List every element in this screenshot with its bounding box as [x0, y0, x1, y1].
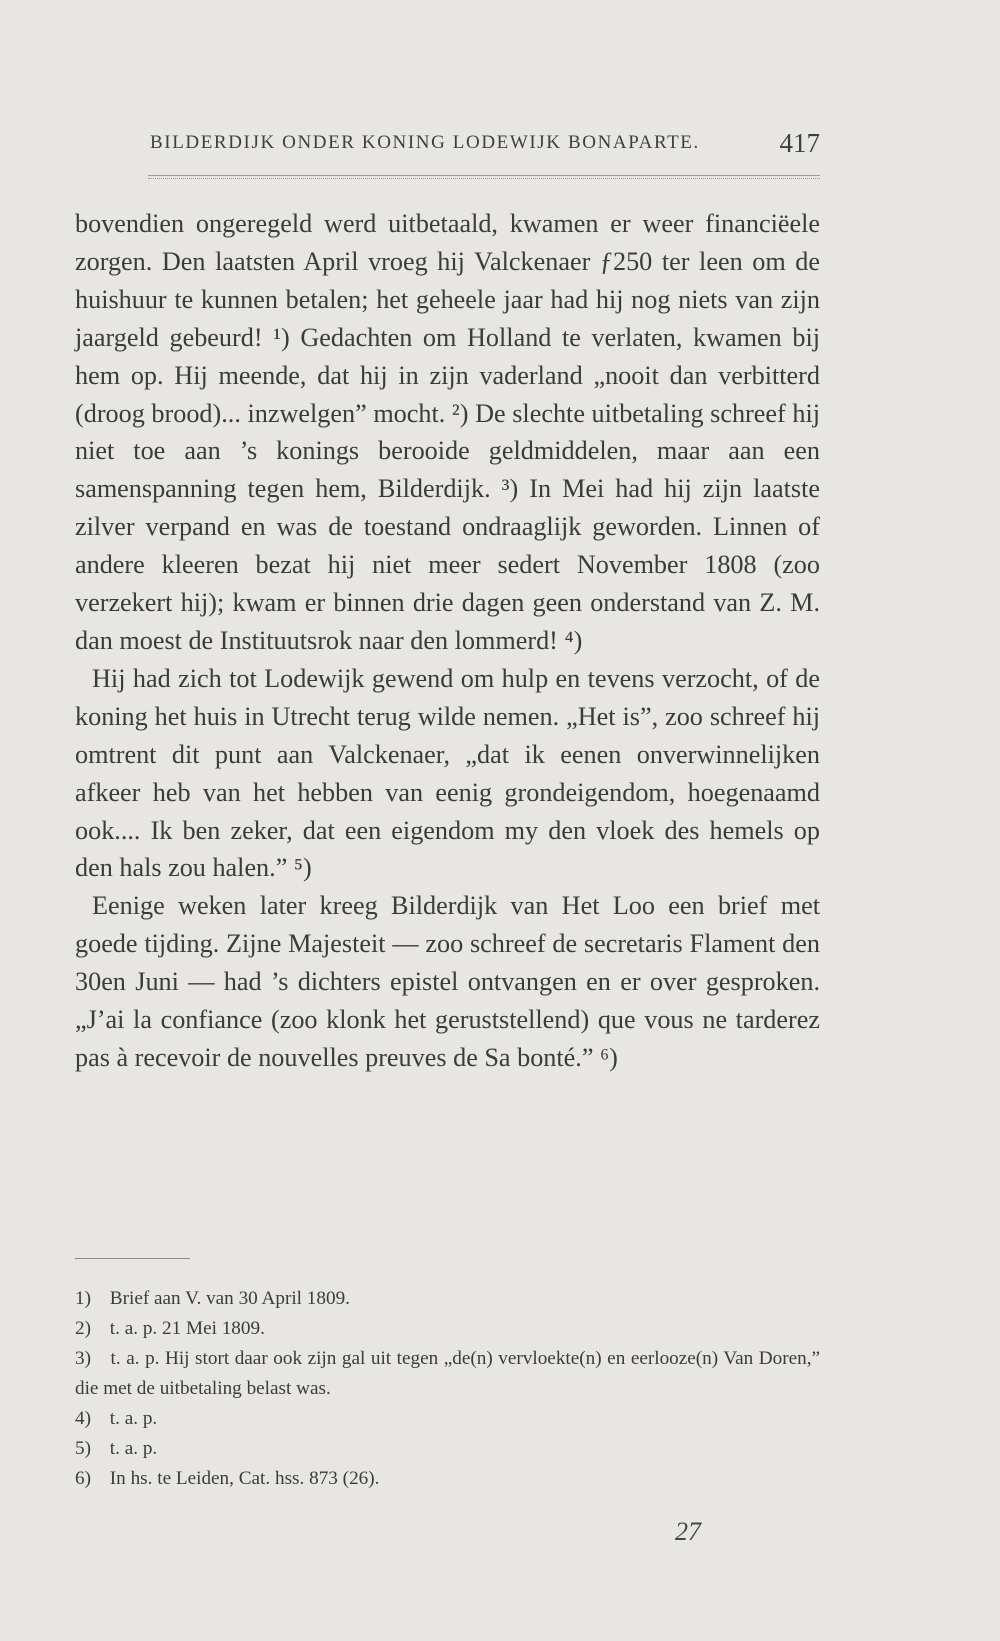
footnote-2	[75, 1314, 820, 1344]
footnote-3	[75, 1344, 820, 1404]
header-ornament-rule	[148, 178, 820, 179]
footnote-number: 5)	[75, 1438, 91, 1459]
running-head-title: BILDERDIJK ONDER KONING LODEWIJK BONAPARTE.	[150, 132, 700, 153]
footnotes	[75, 1284, 820, 1494]
footnote-5	[75, 1434, 820, 1464]
signature-mark: 27	[675, 1517, 701, 1546]
footnote-number: 4)	[75, 1408, 91, 1429]
footnote-text: t. a. p. 21 Mei 1809.	[109, 1318, 265, 1339]
page-number: 417	[779, 128, 820, 158]
footnote-4	[75, 1404, 820, 1434]
footnote-text: t. a. p. Hij stort daar ook zijn gal uit tegen „de(n) vervloekte(n) en eerlooze(n) Van Doren,” die met de uitbetaling belast was.	[75, 1348, 821, 1399]
running-head	[150, 128, 820, 158]
footnote-text: t. a. p.	[109, 1408, 158, 1429]
paragraph-1: bovendien ongeregeld werd uitbetaald, kwamen er weer financiëele zorgen. Den laatsten April vroeg hij Valckenaer ƒ250 ter leen om de huishuur te kunnen betalen; het geheele jaar had hij nog niets van zijn jaargeld gebeurd! ¹) Gedachten om Holland te verlaten, kwamen bij hem op. Hij meende, dat hij in zijn vaderland „nooit dan verbitterd (droog brood)... inzwelgen” mocht. ²) De slechte uitbetaling schreef hij niet toe aan ’s konings berooide geldmiddelen, maar aan een samenspanning tegen hem, Bilderdijk. ³) In Mei had hij zijn laatste zilver verpand en was de toestand ondraaglijk geworden. Linnen of andere kleeren bezat hij niet meer sedert November 1808 (zoo verzekert hij); kwam er binnen drie dagen geen onderstand van Z. M. dan moest de Instituutsrok naar den lommerd! ⁴)	[75, 209, 820, 655]
footnote-number: 3)	[75, 1348, 91, 1369]
footnote-number: 1)	[75, 1288, 91, 1309]
paragraph-2: Hij had zich tot Lodewijk gewend om hulp en tevens verzocht, of de koning het huis in Utrecht terug wilde nemen. „Het is”, zoo schreef hij omtrent dit punt aan Valckenaer, „dat ik eenen onverwinnelijken afkeer heb van het hebben van eenig grondeigendom, hoegenaamd ook.... Ik ben zeker, dat een eigendom my den vloek des hemels op den hals zou halen.” ⁵)	[75, 663, 820, 883]
footnote-1	[75, 1284, 820, 1314]
body-text	[75, 205, 820, 1077]
footnote-number: 2)	[75, 1318, 91, 1339]
footnote-6	[75, 1464, 820, 1494]
footnote-number: 6)	[75, 1468, 91, 1489]
footnote-text: t. a. p.	[109, 1438, 158, 1459]
footnote-rule	[75, 1258, 190, 1259]
paragraph-3: Eenige weken later kreeg Bilderdijk van Het Loo een brief met goede tijding. Zijne Majesteit — zoo schreef de secretaris Flament den 30en Juni — had ’s dichters epistel ontvangen en er over gesproken. „J’ai la confiance (zoo klonk het geruststellend) que vous ne tarderez pas à recevoir de nouvelles preuves de Sa bonté.” ⁶)	[75, 891, 820, 1072]
footnote-text: Brief aan V. van 30 April 1809.	[109, 1288, 350, 1309]
footnote-text: In hs. te Leiden, Cat. hss. 873 (26).	[109, 1468, 380, 1489]
header-rule	[148, 175, 820, 176]
